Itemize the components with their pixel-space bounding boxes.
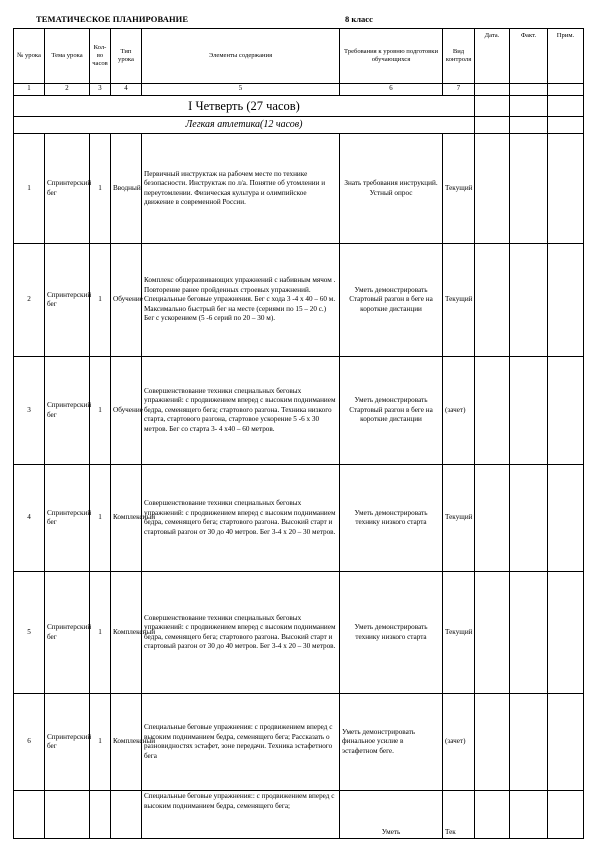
date-cell (475, 357, 510, 465)
lesson-requirements: Уметь (340, 791, 443, 839)
lesson-number: 3 (14, 357, 45, 465)
column-number-row (14, 84, 584, 96)
date-cell (475, 244, 510, 357)
col-header-hours: Кол-во часов (90, 29, 111, 84)
empty-cell (510, 84, 548, 96)
lesson-hours: 1 (90, 357, 111, 465)
quarter-heading: I Четверть (27 часов) (14, 96, 475, 117)
col-header-fact: Факт. (510, 29, 548, 84)
lesson-control: Текущий (443, 572, 475, 694)
lesson-content: Специальные беговые упражнения: с продвижением вперед с высоким подниманием бедра, семенящего бега; Рассказать о разновидностях эстафет, зоне передачи. Техника эстафетного бега (142, 694, 340, 791)
lesson-control: Текущий (443, 134, 475, 244)
fact-cell (510, 572, 548, 694)
date-cell (475, 572, 510, 694)
column-number: 4 (111, 84, 142, 96)
lesson-content: Совершенствование техники специальных беговых упражнений: с продвижением вперед с высоким подниманием бедра, семенящего бега; стартового разгона. Высокий старт и стартовый разгон от 30 до 40 метров. Бег 3-4 х 20 – 30 метров. (142, 465, 340, 572)
table-row (14, 791, 584, 839)
lesson-topic: Спринтерский бег (45, 244, 90, 357)
lesson-content: Совершенствование техники специальных беговых упражнений: с продвижением вперед с высоким подниманием бедра, семенящего бега; стартового разгона. Техника низкого старта, стартового разгона, стартовое ускорение 5 -6 х 30 метров. Бег со старта 3- 4 х40 – 60 метров. (142, 357, 340, 465)
table-row (14, 465, 584, 572)
column-number: 7 (443, 84, 475, 96)
lesson-requirements: Уметь демонстрировать Стартовый разгон в беге на короткие дистанции (340, 357, 443, 465)
lesson-topic: Спринтерский бег (45, 572, 90, 694)
section-heading: Легкая атлетика(12 часов) (14, 117, 475, 134)
date-cell (475, 791, 510, 839)
col-header-type: Тип урока (111, 29, 142, 84)
date-cell (475, 694, 510, 791)
lesson-number: 6 (14, 694, 45, 791)
lesson-hours (90, 791, 111, 839)
lesson-requirements: Уметь демонстрировать финальное усилие в эстафетном беге. (340, 694, 443, 791)
col-header-note: Прим. (548, 29, 584, 84)
section-row (14, 117, 584, 134)
table-row (14, 357, 584, 465)
class-label: 8 класс (345, 14, 373, 24)
lesson-requirements: Знать требования инструкций. Устный опрос (340, 134, 443, 244)
lesson-control: (зачет) (443, 357, 475, 465)
empty-cell (548, 84, 584, 96)
lesson-number: 5 (14, 572, 45, 694)
col-header-content: Элементы содержания (142, 29, 340, 84)
table-header-row (14, 29, 584, 84)
empty-cell (548, 96, 584, 117)
lesson-number: 1 (14, 134, 45, 244)
fact-cell (510, 134, 548, 244)
lesson-type: Комплексный (111, 694, 142, 791)
note-cell (548, 357, 584, 465)
lesson-control: Тек (443, 791, 475, 839)
lesson-hours: 1 (90, 694, 111, 791)
lesson-topic (45, 791, 90, 839)
note-cell (548, 244, 584, 357)
lesson-control: (зачет) (443, 694, 475, 791)
fact-cell (510, 465, 548, 572)
note-cell (548, 791, 584, 839)
column-number: 3 (90, 84, 111, 96)
col-header-topic: Тема урока (45, 29, 90, 84)
empty-cell (475, 117, 510, 134)
col-header-date: Дата. (475, 29, 510, 84)
lesson-topic: Спринтерский бег (45, 465, 90, 572)
lesson-content: Специальные беговые упражнения:: с продвижением вперед с высоким подниманием бедра, семенящего бега; (142, 791, 340, 839)
lesson-type (111, 791, 142, 839)
lesson-type: Обучение (111, 357, 142, 465)
column-number: 5 (142, 84, 340, 96)
lesson-content: Комплекс общеразвивающих упражнений с набивным мячом . Повторение ранее пройденных строевых упражнений. Специальные беговые упражнения. Бег с хода 3 -4 х 40 – 60 м. Максимально быстрый бег на месте (сериями по 15 – 20 с.) Бег с ускорением (5 -6 серий по 20 – 30 м). (142, 244, 340, 357)
lesson-topic: Спринтерский бег (45, 357, 90, 465)
quarter-row (14, 96, 584, 117)
date-cell (475, 465, 510, 572)
empty-cell (510, 96, 548, 117)
column-number: 1 (14, 84, 45, 96)
lesson-type: Вводный (111, 134, 142, 244)
lesson-type: Комплексный (111, 572, 142, 694)
lesson-hours: 1 (90, 465, 111, 572)
note-cell (548, 572, 584, 694)
document-title: ТЕМАТИЧЕСКОЕ ПЛАНИРОВАНИЕ (36, 14, 189, 24)
lesson-number (14, 791, 45, 839)
lesson-number: 2 (14, 244, 45, 357)
table-row (14, 134, 584, 244)
note-cell (548, 694, 584, 791)
col-header-requirements: Требования к уровню подготовки обучающихся (340, 29, 443, 84)
lesson-control: Текущий (443, 244, 475, 357)
fact-cell (510, 244, 548, 357)
lesson-type: Обучение (111, 244, 142, 357)
table-row (14, 694, 584, 791)
lesson-hours: 1 (90, 134, 111, 244)
empty-cell (475, 84, 510, 96)
lesson-content: Первичный инструктаж на рабочем месте по технике безопасности. Инструктаж по л/а. Понятие об утомлении и переутомлении. Физическая культура и олимпийское движение в современной России. (142, 134, 340, 244)
lesson-hours: 1 (90, 244, 111, 357)
note-cell (548, 465, 584, 572)
lesson-requirements: Уметь демонстрировать технику низкого старта (340, 572, 443, 694)
column-number: 2 (45, 84, 90, 96)
column-number: 6 (340, 84, 443, 96)
lesson-number: 4 (14, 465, 45, 572)
lesson-requirements: Уметь демонстрировать Стартовый разгон в беге на короткие дистанции (340, 244, 443, 357)
fact-cell (510, 357, 548, 465)
col-header-control: Вид контроля (443, 29, 475, 84)
date-cell (475, 134, 510, 244)
lesson-type: Комплексный (111, 465, 142, 572)
lesson-control: Текущий (443, 465, 475, 572)
fact-cell (510, 791, 548, 839)
empty-cell (475, 96, 510, 117)
col-header-num: № урока (14, 29, 45, 84)
lesson-topic: Спринтерский бег (45, 134, 90, 244)
empty-cell (548, 117, 584, 134)
fact-cell (510, 694, 548, 791)
empty-cell (510, 117, 548, 134)
table-row (14, 244, 584, 357)
lesson-content: Совершенствование техники специальных беговых упражнений: с продвижением вперед с высоким подниманием бедра, семенящего бега; стартового разгона. Высокий старт и стартовый разгон от 30 до 40 метров. Бег 3-4 х 20 – 30 метров. (142, 572, 340, 694)
table-row (14, 572, 584, 694)
lesson-hours: 1 (90, 572, 111, 694)
lesson-topic: Спринтерский бег (45, 694, 90, 791)
lesson-requirements: Уметь демонстрировать технику низкого старта (340, 465, 443, 572)
planning-table (13, 28, 584, 839)
note-cell (548, 134, 584, 244)
